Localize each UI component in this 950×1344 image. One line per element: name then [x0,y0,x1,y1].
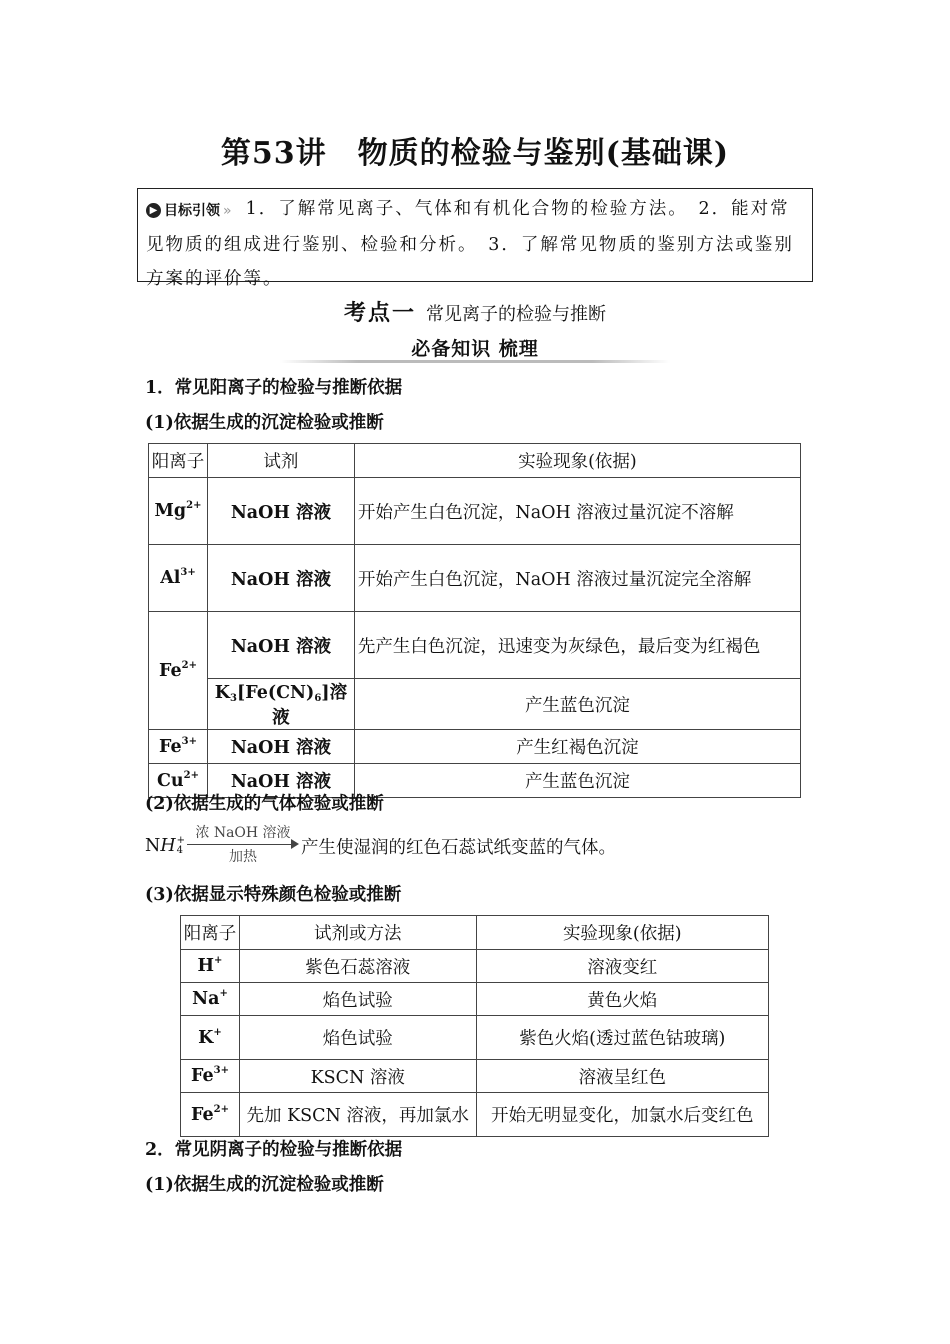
reagent-cell: NaOH 溶液 [207,478,354,545]
double-chevron-icon: » [223,202,232,219]
divider [280,360,670,363]
reagent-cell: NaOH 溶液 [207,545,354,612]
nh4-ion: NH + 4 [145,835,185,857]
phenomenon-cell: 开始产生白色沉淀，NaOH 溶液过量沉淀完全溶解 [354,545,800,612]
table-header: 实验现象(依据) [354,444,800,478]
goal-box [137,188,813,289]
ion-cell: $Mg^{2+}$ [149,478,208,545]
ion-cell: $Fe^{2+}$ [149,612,208,730]
ion-cell: $Cu^{2+}$ [149,764,208,798]
kaodian-label: 考点一 [343,300,416,326]
section-1-heading: 1．常见阳离子的检验与推断依据 [145,378,403,398]
phenomenon-cell: 溶液变红 [476,950,768,983]
ion-cell: $Fe^{2+}$ [181,1093,240,1137]
table-row [149,612,801,679]
method-cell: 焰色试验 [239,1016,476,1060]
table-header: 试剂 [207,444,354,478]
table-header: 试剂或方法 [239,916,476,950]
sub-4-heading: (1)依据生成的沉淀检验或推断 [145,1175,384,1195]
method-cell: KSCN 溶液 [239,1060,476,1093]
ion-cell: K+ [181,1016,240,1060]
arrow-bottom-label: 加热 [228,849,257,865]
goal-text: 1．了解常见离子、气体和有机化合物的检验方法。 2．能对常见物质的组成进行鉴别、检验和分析。 3．了解常见物质的鉴别方法或鉴别方案的评价等。 [146,199,794,289]
nh4-equation [145,826,616,866]
kaodian-title: 常见离子的检验与推断 [426,304,606,325]
ion-cell: $Al^{3+}$ [149,545,208,612]
ion-cell: $Fe^{3+}$ [149,730,208,764]
kaodian-heading [0,296,950,327]
table-row [181,1093,769,1137]
reagent-cell: $K_3[Fe(CN)_6]$溶液 [207,679,354,730]
phenomenon-cell: 产生红褐色沉淀 [354,730,800,764]
method-cell: 紫色石蕊溶液 [239,950,476,983]
ion-cell: H+ [181,950,240,983]
phenomenon-cell: 产生蓝色沉淀 [354,764,800,798]
table-row [149,679,801,730]
nh4-result: 产生使湿润的红色石蕊试纸变蓝的气体。 [300,837,616,858]
table-row [181,983,769,1016]
section-2-heading: 2．常见阴离子的检验与推断依据 [145,1140,403,1160]
phenomenon-cell: 产生蓝色沉淀 [354,679,800,730]
table-header: 实验现象(依据) [476,916,768,950]
reagent-cell: NaOH 溶液 [207,612,354,679]
table-row [149,545,801,612]
arrow-line [187,844,293,845]
bibei-heading: 必备知识 梳理 [411,338,539,360]
table-row [181,1016,769,1060]
phenomenon-cell: 黄色火焰 [476,983,768,1016]
goal-tag-label: 目标引领 [164,202,220,219]
phenomenon-cell: 开始产生白色沉淀，NaOH 溶液过量沉淀不溶解 [354,478,800,545]
goal-tag [146,194,232,228]
reaction-arrow [187,826,299,866]
reagent-cell: NaOH 溶液 [207,764,354,798]
phenomenon-cell: 紫色火焰(透过蓝色钴玻璃) [476,1016,768,1060]
table-header: 阳离子 [181,916,240,950]
sub-2-heading: (2)依据生成的气体检验或推断 [145,794,384,814]
method-cell: 先加 KSCN 溶液，再加氯水 [239,1093,476,1137]
cation-color-table [180,915,769,1137]
table-row [181,1060,769,1093]
arrow-top-label: 浓 NaOH 溶液 [195,825,291,841]
ion-cell: $Fe^{3+}$ [181,1060,240,1093]
table-row [149,478,801,545]
table-row [149,730,801,764]
phenomenon-cell: 先产生白色沉淀，迅速变为灰绿色，最后变为红褐色 [354,612,800,679]
reagent-cell: NaOH 溶液 [207,730,354,764]
ion-cell: Na+ [181,983,240,1016]
sub-3-heading: (3)依据显示特殊颜色检验或推断 [145,885,402,905]
cation-precipitate-table [148,443,801,798]
page-title: 第53讲 物质的检验与鉴别(基础课) [220,136,730,171]
phenomenon-cell: 溶液呈红色 [476,1060,768,1093]
phenomenon-cell: 开始无明显变化，加氯水后变红色 [476,1093,768,1137]
arrow-circle-icon: ▶ [146,203,161,218]
table-row [181,950,769,983]
sub-1-heading: (1)依据生成的沉淀检验或推断 [145,413,384,433]
table-header: 阳离子 [149,444,208,478]
method-cell: 焰色试验 [239,983,476,1016]
